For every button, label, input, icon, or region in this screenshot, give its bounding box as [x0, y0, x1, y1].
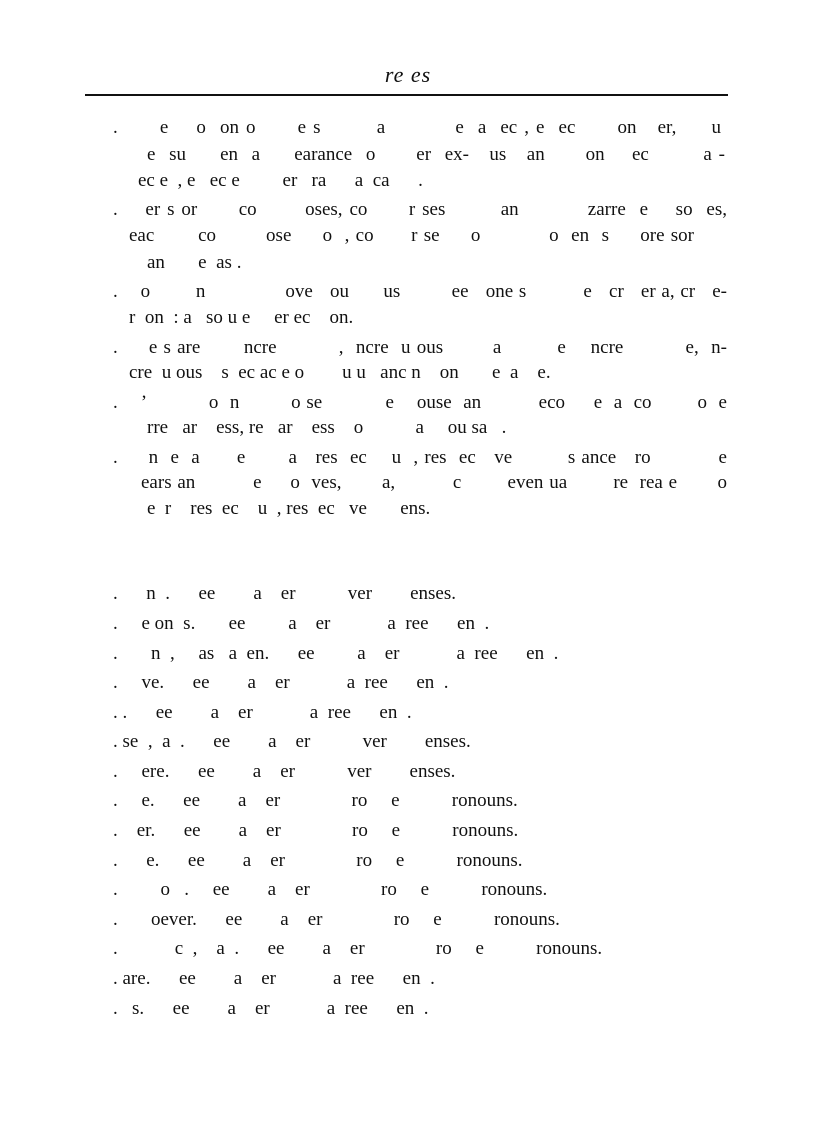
sentence-6-line-3: e r res ec u , res ec ve ens.: [147, 498, 431, 519]
entry-9: . er. ee a er ro e ronouns.: [113, 820, 519, 841]
entry-15: . s. ee a er a ree en .: [113, 998, 429, 1019]
entry-4: . ve. ee a er a ree en .: [113, 672, 449, 693]
sentence-2-line-2: eac co ose o , co r se o o en s ore sor: [129, 225, 694, 246]
sentence-5-line-1: . ’ o n o se e ouse an eco e a co o e: [113, 392, 727, 413]
sentence-2-line-3: an e as .: [147, 252, 242, 273]
entry-13: . c , a . ee a er ro e ronouns.: [113, 938, 603, 959]
entry-2: . e on s. ee a er a ree en .: [113, 613, 490, 634]
sentence-1-line-2: e su en a earance o er ex- us an on ec a -: [147, 144, 725, 165]
entry-12: . oever. ee a er ro e ronouns.: [113, 909, 560, 930]
sentence-3-line-1: . o n ove ou us ee one s e cr er a, cr e-: [113, 281, 727, 302]
entry-7: . ere. ee a er ver enses.: [113, 761, 456, 782]
entry-14: . are. ee a er a ree en .: [113, 968, 435, 989]
sentence-5-line-2: rre ar ess, re ar ess o a ou sa .: [147, 417, 507, 438]
sentence-6-line-1: . n e a e a res ec u , res ec ve s ance ro e: [113, 447, 727, 468]
sentence-6-line-2: ears an e o ves, a, c even ua re rea e o: [141, 472, 727, 493]
entry-11: . o . ee a er ro e ronouns.: [113, 879, 548, 900]
sentence-4-line-1: . e s are ncre , ncre u ous a e ncre e, n-: [113, 337, 727, 358]
running-head: re es: [384, 62, 432, 87]
sentence-1-line-1: . e o on o e s a e a ec , e ec on er, u: [113, 117, 721, 138]
header-rule: [85, 94, 728, 96]
entry-10: . e. ee a er ro e ronouns.: [113, 850, 523, 871]
entry-1: . n . ee a er ver enses.: [113, 583, 456, 604]
entry-6: . se , a . ee a er ver enses.: [113, 731, 471, 752]
sentence-3-line-2: r on : a so u e er ec on.: [129, 307, 354, 328]
sentence-2-line-1: . er s or co oses, co r ses an zarre e so es,: [113, 199, 727, 220]
sentence-4-line-2: cre u ous s ec ac e o u u anc n on e a e.: [129, 362, 551, 383]
sentence-1-line-3: ec e , e ec e er ra a ca .: [138, 170, 423, 191]
entry-3: . n , as a en. ee a er a ree en .: [113, 643, 559, 664]
entry-8: . e. ee a er ro e ronouns.: [113, 790, 518, 811]
entry-5: . . ee a er a ree en .: [113, 702, 412, 723]
